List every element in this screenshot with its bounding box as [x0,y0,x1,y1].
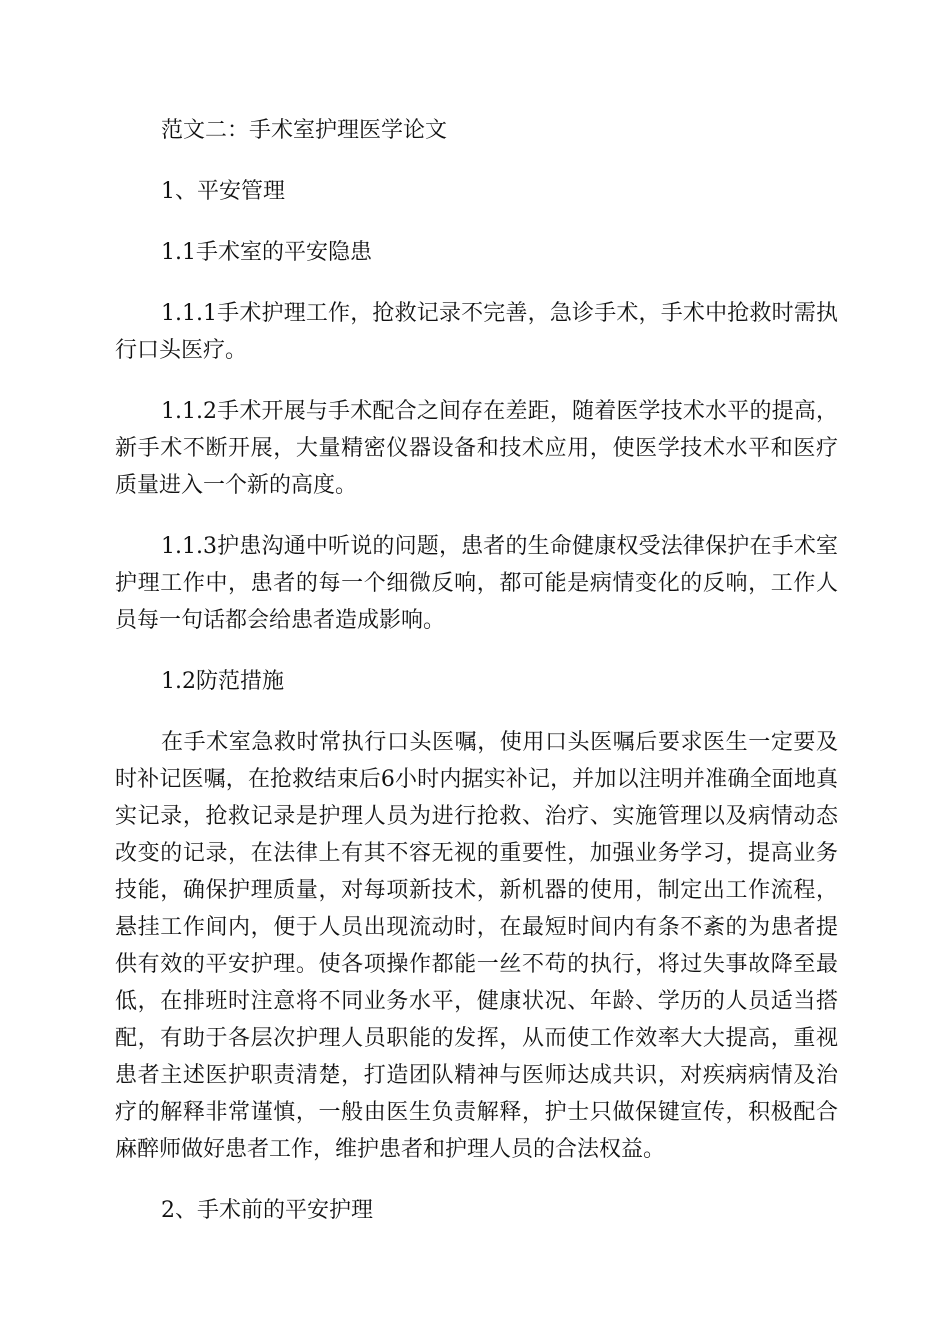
paragraph-1-1-2: 1.1.2手术开展与手术配合之间存在差距，随着医学技术水平的提高，新手术不断开展，大量精密仪器设备和技术应用，使医学技术水平和医疗质量进入一个新的高度。 [115,399,838,498]
document-page [115,112,838,1229]
paragraph-prevention-measures: 在手术室急救时常执行口头医嘱，使用口头医嘱后要求医生一定要及时补记医嘱，在抢救结束后6小时内据实补记，并加以注明并准确全面地真实记录，抢救记录是护理人员为进行抢救、治疗、实施管理以及病情动态改变的记录，在法律上有其不容无视的重要性，加强业务学习，提高业务技能，确保护理质量，对每项新技术，新机器的使用，制定出工作流程，悬挂工作间内，便于人员出现流动时，在最短时间内有条不紊的为患者提供有效的平安护理。使各项操作都能一丝不苟的执行，将过失事故降至最低，在排班时注意将不同业务水平，健康状况、年龄、学历的人员适当搭配，有助于各层次护理人员职能的发挥，从而使工作效率大大提高，重视患者主述医护职责清楚，打造团队精神与医师达成共识，对疾病病情及治疗的解释非常谨慎，一般由医生负责解释，护士只做保键宣传，积极配合麻醉师做好患者工作，维护患者和护理人员的合法权益。 [115,730,838,1162]
document-title: 范文二：手术室护理医学论文 [161,118,448,143]
subsection-heading-1-2: 1.2防范措施 [161,669,284,694]
section-heading-2: 2、手术前的平安护理 [161,1198,373,1223]
paragraph-1-1-3: 1.1.3护患沟通中听说的问题，患者的生命健康权受法律保护在手术室护理工作中，患者的每一个细微反响，都可能是病情变化的反响，工作人员每一句话都会给患者造成影响。 [115,534,838,633]
section-heading-1: 1、平安管理 [161,179,285,204]
paragraph-1-1-1: 1.1.1手术护理工作，抢救记录不完善，急诊手术，手术中抢救时需执行口头医疗。 [115,301,838,363]
subsection-heading-1-1: 1.1手术室的平安隐患 [161,240,372,265]
